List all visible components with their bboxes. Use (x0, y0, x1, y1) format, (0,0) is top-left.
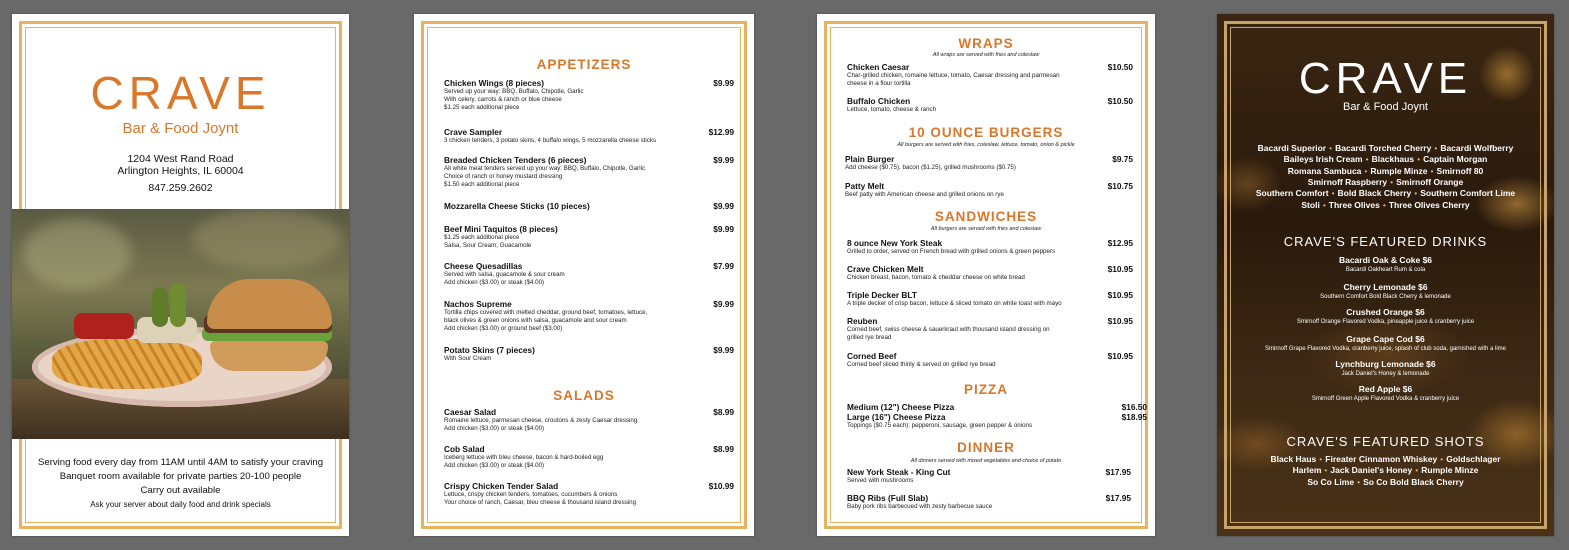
item-description: A triple decker of crisp bacon, lettuce & sliced tomato on white toast with mayo (847, 300, 1062, 307)
item-price: $17.95 (1105, 467, 1131, 477)
drink-name: Bold Black Cherry (1337, 188, 1412, 199)
item-description: Add chicken ($3.00) or steak ($4.00) (444, 425, 545, 432)
sandwiches-title: SANDWICHES (934, 209, 1038, 224)
featured-drink-description: Southern Comfort Bold Black Cherry & lemonade (1320, 294, 1451, 300)
menu-item (444, 224, 734, 250)
item-description: Served with salsa, guacamole & sour cream (444, 271, 565, 278)
drink-line (1217, 477, 1554, 487)
menu-item (845, 154, 1133, 172)
item-name: Crispy Chicken Tender Salad (444, 481, 559, 491)
pizza-medium-price: $16.50 (1121, 402, 1147, 412)
cover-title: CRAVE (90, 67, 271, 119)
drink-name: Harlem (1292, 465, 1322, 476)
menu-item (444, 127, 734, 145)
item-price: $17.95 (1105, 493, 1131, 503)
bullet-separator: • (1324, 465, 1328, 476)
drinks-page-subtitle: Bar & Food Joynt (1343, 101, 1428, 113)
item-price: $10.75 (1107, 181, 1133, 191)
carryout-text: Carry out available (140, 485, 221, 496)
item-description: Choice of ranch or honey mustard dressing (444, 173, 563, 180)
menu-item (444, 345, 734, 363)
pizza-item (847, 402, 1147, 430)
drink-name: Smirnoff Orange (1396, 176, 1464, 187)
item-description: Chicken breast, bacon, tomato & cheddar cheese on white bread (847, 274, 1025, 281)
drink-name: Stoli (1301, 199, 1320, 210)
item-description: 3 chicken tenders, 3 potato skins, 4 buffalo wings, 5 mozzarella cheese sticks (444, 137, 657, 144)
item-description: Your choice of ranch, Caesar, bleu cheese & thousand island dressing (444, 499, 637, 506)
featured-drink (1217, 307, 1554, 326)
featured-drink-description: Smirnoff Green Apple Flavored Vodka & cranberry juice (1311, 396, 1460, 402)
item-description: grilled rye bread (847, 334, 892, 341)
drink-name: Southern Comfort (1255, 188, 1329, 199)
menu-item (847, 238, 1133, 256)
menu-item (444, 78, 734, 112)
menu-item (847, 351, 1133, 369)
address-street: 1204 West Rand Road (127, 153, 234, 165)
bullet-separator: • (1440, 454, 1444, 464)
item-name: Chicken Wings (8 pieces) (444, 78, 544, 88)
item-name: Corned Beef (847, 351, 897, 361)
drink-line (1217, 177, 1554, 187)
featured-drink-description: Smirnoff Grape Flavored Vodka, cranberry juice, splash of club soda, garnished with a lime (1264, 346, 1506, 352)
drink-name: Blackhaus (1371, 154, 1415, 165)
item-description: $1.50 each additional piece (444, 181, 520, 188)
burgers-note: All burgers are served with fries, coleslaw, lettuce, tomato, onion & pickle (897, 142, 1075, 148)
item-price: $9.75 (1112, 154, 1133, 164)
pizza-large: Large (16") Cheese Pizza (847, 412, 946, 422)
item-description: Baby pork ribs barbecued with zesty barbecue sauce (847, 503, 993, 510)
drink-name: So Co Bold Black Cherry (1363, 476, 1464, 487)
drink-name: So Co Lime (1307, 476, 1355, 487)
item-price: $12.99 (708, 127, 734, 137)
item-price: $9.99 (713, 78, 734, 88)
item-price: $7.99 (713, 261, 734, 271)
item-price: $10.50 (1107, 96, 1133, 106)
specials-text: Ask your server about daily food and drink specials (90, 500, 271, 509)
bullet-separator: • (1331, 188, 1335, 199)
drink-name: Jack Daniel's Honey (1330, 465, 1413, 476)
item-name: Plain Burger (845, 154, 895, 164)
menu-item (444, 481, 734, 507)
item-description: Romaine lettuce, parmesan cheese, croutons & zesty Caesar dressing (444, 417, 638, 424)
menu-item (847, 290, 1133, 308)
item-description: Tortilla chips covered with melted cheddar, ground beef, tomatoes, lettuce, (444, 309, 648, 316)
drink-name: Three Olives Cherry (1388, 199, 1470, 210)
hours-text: Serving food every day from 11AM until 4AM to satisfy your craving (37, 457, 324, 468)
item-name: 8 ounce New York Steak (847, 238, 943, 248)
item-description: Served with mushrooms (847, 477, 914, 484)
item-description: black olives & green onions with salsa, guacamole and sour cream (444, 317, 627, 324)
pizza-title: PIZZA (964, 382, 1008, 397)
pizza-large-price: $18.95 (1121, 412, 1147, 422)
item-price: $9.99 (713, 299, 734, 309)
menu-item (847, 62, 1133, 88)
drinks-page (1217, 14, 1554, 536)
item-name: Mozzarella Cheese Sticks (10 pieces) (444, 201, 590, 211)
item-description: Salsa, Sour Cream, Guacamole (444, 242, 532, 249)
menu-page-entrees (817, 14, 1155, 536)
item-name: Cheese Quesadillas (444, 261, 523, 271)
bullet-separator: • (1322, 199, 1326, 210)
drink-line (1217, 188, 1554, 198)
item-price: $9.99 (713, 345, 734, 355)
dinner-note: All dinners served with mixed vegetables and choice of potato (910, 458, 1062, 464)
sandwiches-note: All burgers are served with fries and coleslaw (930, 226, 1042, 232)
menu-item (444, 261, 734, 287)
item-description: Add chicken ($3.00) or ground beef ($3.00) (444, 325, 563, 332)
menu-item (444, 444, 734, 470)
item-price: $12.95 (1107, 238, 1133, 248)
item-price: $9.99 (713, 201, 734, 211)
item-description: With Sour Cream (444, 355, 492, 362)
menu-item (444, 155, 734, 189)
drink-line (1217, 454, 1554, 464)
item-price: $10.95 (1107, 316, 1133, 326)
burgers-title: 10 OUNCE BURGERS (908, 125, 1064, 140)
drink-name: Bacardi Torched Cherry (1335, 143, 1432, 153)
item-price: $10.99 (708, 481, 734, 491)
drink-name: Fireater Cinnamon Whiskey (1325, 454, 1438, 464)
item-description: Add chicken ($3.00) or steak ($4.00) (444, 462, 545, 469)
item-name: Nachos Supreme (444, 299, 512, 309)
featured-drink (1217, 359, 1554, 378)
bullet-separator: • (1390, 176, 1394, 187)
salads-title: SALADS (553, 388, 615, 403)
pizza-medium: Medium (12") Cheese Pizza (847, 402, 955, 412)
menu-item (444, 407, 734, 433)
bullet-separator: • (1415, 465, 1419, 476)
menu-cover-page (12, 14, 349, 536)
item-name: Beef Mini Taquitos (8 pieces) (444, 224, 558, 234)
item-price: $9.99 (713, 155, 734, 165)
bullet-separator: • (1364, 165, 1368, 176)
dinner-title: DINNER (957, 440, 1015, 455)
cover-subtitle: Bar & Food Joynt (122, 120, 239, 137)
menu-item (847, 467, 1131, 485)
item-name: Buffalo Chicken (847, 96, 911, 106)
item-price: $10.50 (1107, 62, 1133, 72)
item-description: All white meat tenders served up your way: BBQ, Buffalo, Chipotle, Garlic (444, 165, 646, 172)
item-name: Caesar Salad (444, 407, 497, 417)
drink-line (1217, 200, 1554, 210)
item-description: Iceberg lettuce with bleu cheese, bacon & hard-boiled egg (444, 454, 604, 461)
featured-drink-name: Bacardi Oak & Coke $6 (1338, 255, 1433, 265)
menu-item (847, 264, 1133, 282)
item-name: Breaded Chicken Tenders (6 pieces) (444, 155, 587, 165)
item-description: Char-grilled chicken, romaine lettuce, tomato, Caesar dressing and parmesan (847, 72, 1060, 79)
item-name: Reuben (847, 316, 878, 326)
bullet-separator: • (1329, 143, 1333, 153)
phone-number: 847.259.2602 (148, 182, 213, 194)
featured-drink-name: Lynchburg Lemonade $6 (1335, 359, 1436, 369)
menu-page-appetizers (414, 14, 754, 536)
item-name: Crave Chicken Melt (847, 264, 924, 274)
drink-line (1217, 154, 1554, 164)
drink-name: Romana Sambuca (1287, 165, 1362, 176)
drink-line (1217, 465, 1554, 475)
featured-drink (1217, 334, 1554, 353)
item-description: Beef patty with American cheese and grilled onions on rye (845, 191, 1004, 198)
item-description: $1.25 each additional piece (444, 104, 520, 111)
item-description: Corned beef sliced thinly & served on grilled rye bread (847, 361, 996, 368)
menu-item (847, 316, 1133, 342)
featured-drink-description: Jack Daniel's Honey & lemonade (1341, 371, 1430, 377)
item-description: With celery, carrots & ranch or blue cheese (444, 96, 562, 103)
drink-name: Smirnoff 80 (1436, 165, 1484, 176)
item-description: Corned beef, swiss cheese & sauerkraut with thousand island dressing on (847, 326, 1050, 333)
banquet-text: Banquet room available for private parties 20-100 people (59, 471, 302, 482)
item-name: Patty Melt (845, 181, 885, 191)
featured-drink-description: Smirnoff Orange Flavored Vodka, pineapple juice & cranberry juice (1296, 319, 1475, 325)
drink-name: Bacardi Superior (1257, 143, 1327, 153)
menu-item (847, 493, 1131, 511)
drink-name: Baileys Irish Cream (1283, 154, 1363, 165)
bullet-separator: • (1357, 476, 1361, 487)
item-description: Served up your way: BBQ, Buffalo, Chipotle, Garlic (444, 88, 584, 95)
pizza-toppings: Toppings ($0.75 each): pepperoni, sausage, green pepper & onions (847, 422, 1033, 429)
featured-drinks-title: CRAVE'S FEATURED DRINKS (1283, 234, 1488, 249)
item-name: Crave Sampler (444, 127, 503, 137)
featured-drink (1217, 282, 1554, 301)
item-price: $10.95 (1107, 290, 1133, 300)
bullet-separator: • (1382, 199, 1386, 210)
item-price: $8.99 (713, 407, 734, 417)
bullet-separator: • (1417, 154, 1421, 165)
featured-drink (1217, 255, 1554, 274)
featured-drink-name: Grape Cape Cod $6 (1346, 334, 1425, 344)
item-name: BBQ Ribs (Full Slab) (847, 493, 929, 503)
featured-drink-name: Red Apple $6 (1358, 384, 1413, 394)
bullet-separator: • (1430, 165, 1434, 176)
menu-item (444, 299, 734, 333)
drink-line (1217, 166, 1554, 176)
wraps-title: WRAPS (958, 36, 1014, 51)
featured-drink-description: Bacardi Oakheart Rum & cola (1345, 267, 1426, 273)
drink-name: Black Haus (1270, 454, 1317, 464)
bullet-separator: • (1365, 154, 1369, 165)
item-description: Lettuce, crispy chicken tenders, tomatoes, cucumbers & onions (444, 491, 618, 498)
item-name: Potato Skins (7 pieces) (444, 345, 535, 355)
drink-line (1217, 143, 1554, 153)
item-name: Triple Decker BLT (847, 290, 917, 300)
item-description: Lettuce, tomato, cheese & ranch (847, 106, 937, 113)
bullet-separator: • (1319, 454, 1323, 464)
item-price: $8.99 (713, 444, 734, 454)
appetizers-title: APPETIZERS (536, 57, 632, 72)
menu-item (845, 181, 1133, 199)
burger-photo (12, 209, 349, 439)
item-description: $1.25 each additional piece (444, 234, 520, 241)
drink-name: Smirnoff Raspberry (1307, 176, 1388, 187)
item-description: cheese in a flour tortilla (847, 80, 911, 87)
address-city: Arlington Heights, IL 60004 (117, 165, 244, 177)
item-description: Add chicken ($3.00) or steak ($4.00) (444, 279, 545, 286)
menu-item (847, 96, 1133, 114)
item-description: Add cheese ($0.75), bacon ($1.25), grilled mushrooms ($0.75) (845, 164, 1016, 171)
item-name: Chicken Caesar (847, 62, 910, 72)
featured-drink (1217, 384, 1554, 403)
menu-item (444, 201, 734, 211)
drink-name: Three Olives (1328, 199, 1380, 210)
item-name: New York Steak - King Cut (847, 467, 951, 477)
pizza-prices (1087, 402, 1147, 422)
drink-name: Rumple Minze (1421, 465, 1479, 476)
featured-drink-name: Cherry Lemonade $6 (1343, 282, 1428, 292)
item-price: $10.95 (1107, 351, 1133, 361)
featured-shots-title: CRAVE'S FEATURED SHOTS (1286, 434, 1485, 449)
item-name: Cob Salad (444, 444, 485, 454)
drinks-page-title: CRAVE (1298, 54, 1473, 103)
drink-name: Rumple Minze (1370, 165, 1428, 176)
bullet-separator: • (1414, 188, 1418, 199)
item-price: $9.99 (713, 224, 734, 234)
drink-name: Bacardi Wolfberry (1440, 143, 1514, 153)
bullet-separator: • (1434, 143, 1438, 153)
wraps-note: All wraps are served with fries and coleslaw (932, 52, 1040, 58)
drink-name: Goldschlager (1446, 454, 1501, 464)
item-description: Grilled to order, served on French bread with grilled onions & green peppers (847, 248, 1056, 255)
item-price: $10.95 (1107, 264, 1133, 274)
featured-drink-name: Crushed Orange $6 (1346, 307, 1425, 317)
drink-name: Captain Morgan (1423, 154, 1488, 165)
drink-name: Southern Comfort Lime (1420, 188, 1516, 199)
